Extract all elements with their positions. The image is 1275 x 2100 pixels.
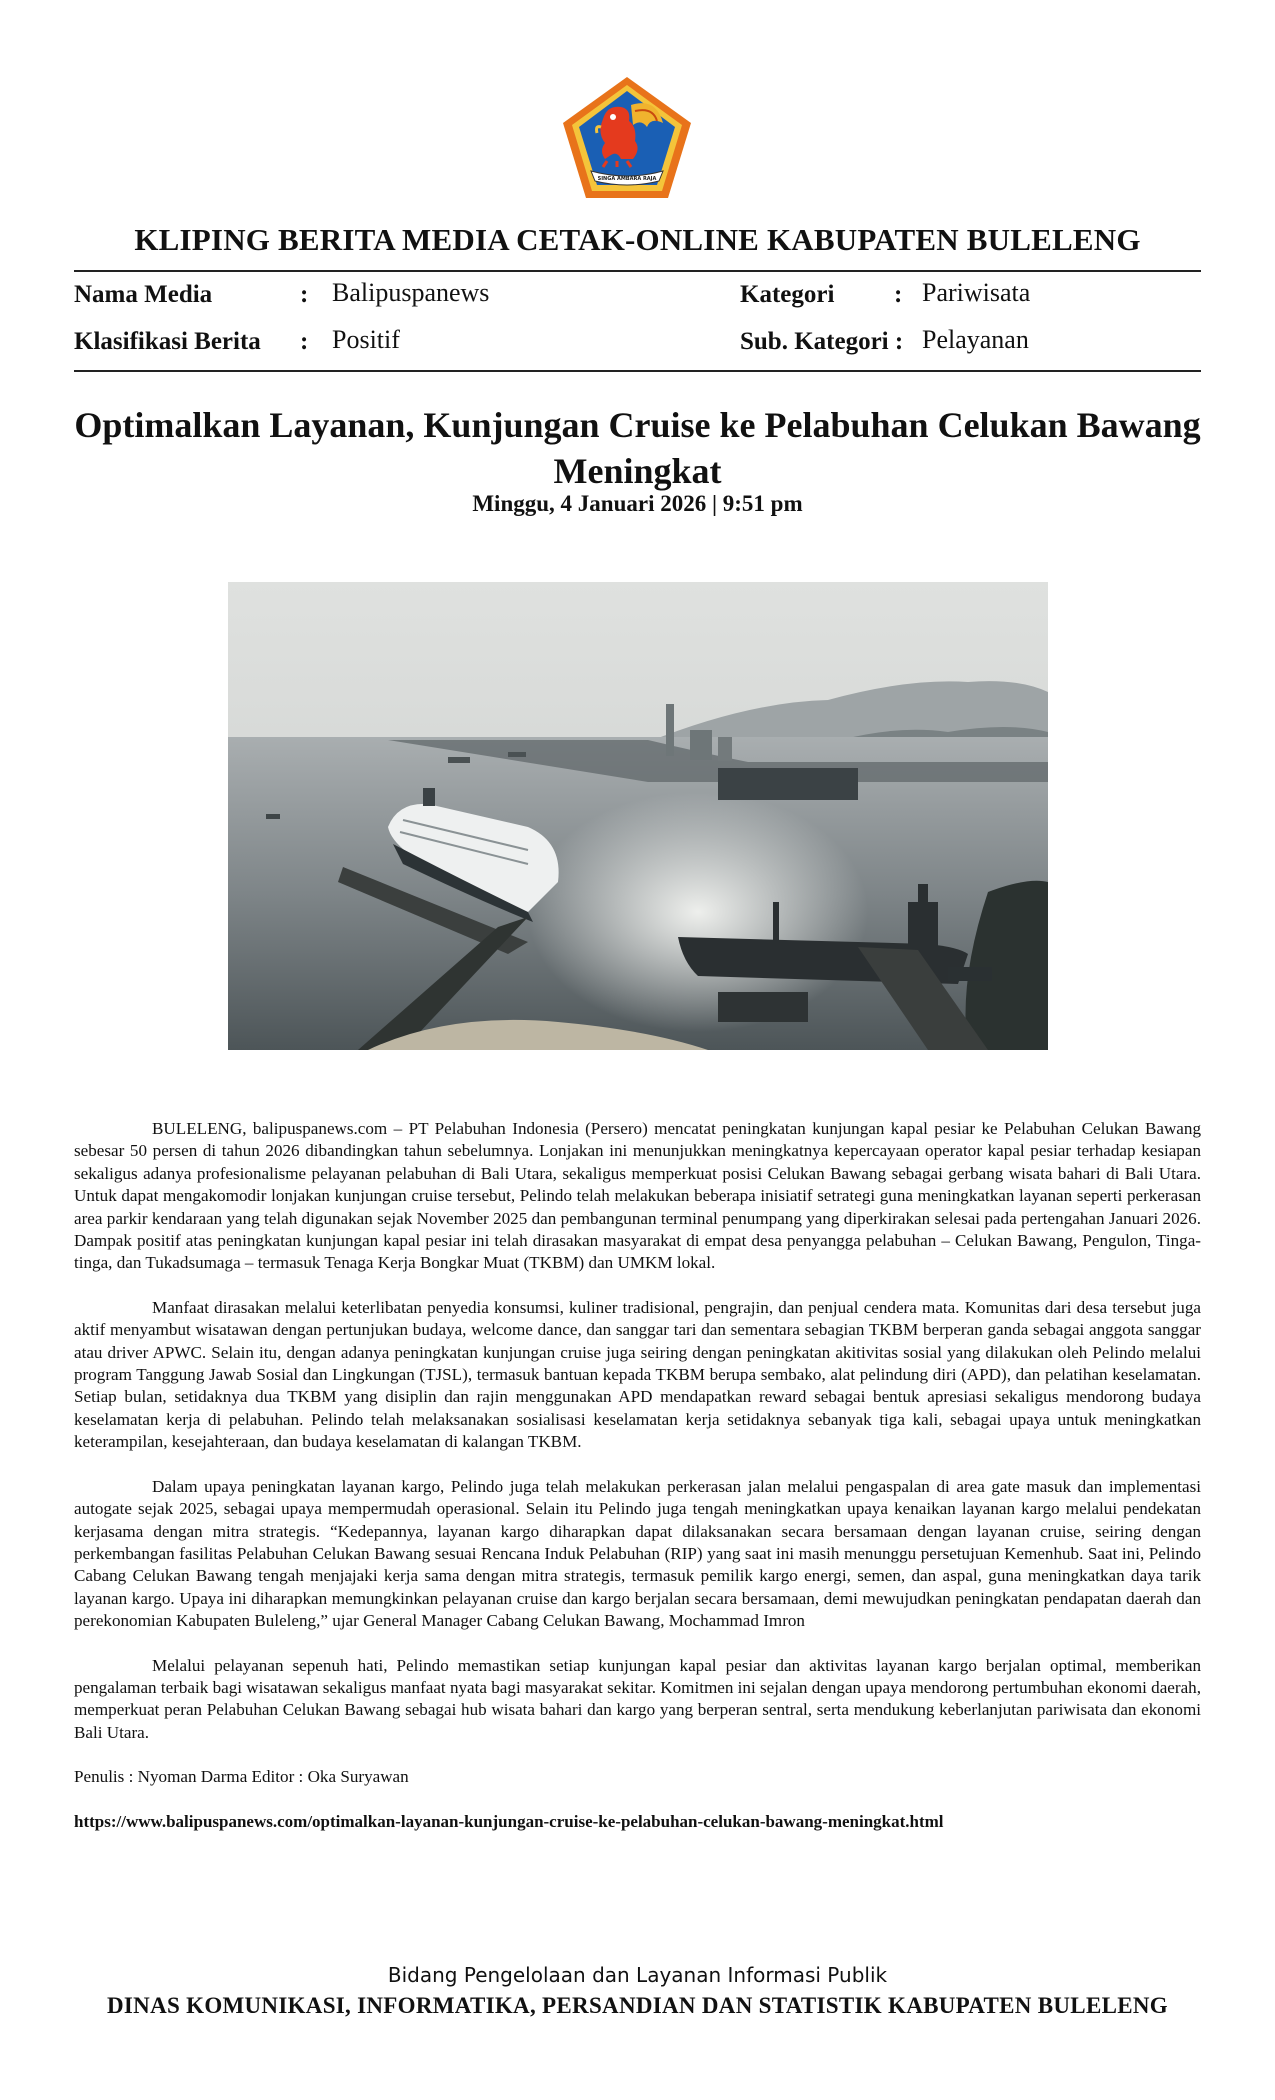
article-dateline: Minggu, 4 Januari 2026 | 9:51 pm bbox=[472, 491, 803, 516]
nama-media-label: Nama Media bbox=[74, 281, 213, 308]
meta-divider bbox=[74, 370, 1201, 372]
subkategori-value: Pelayanan bbox=[922, 325, 1029, 354]
source-url-link[interactable]: https://www.balipuspanews.com/optimalkan-layanan-kunjungan-cruise-ke-pelabuhan-celukan-bawang-meningkat.html bbox=[74, 1811, 944, 1831]
nama-media-colon: : bbox=[300, 281, 309, 308]
subkategori-label: Sub. Kategori : bbox=[740, 328, 904, 355]
klasifikasi-colon: : bbox=[300, 328, 309, 355]
footer-agency: DINAS KOMUNIKASI, INFORMATIKA, PERSANDIAN DAN STATISTIK KABUPATEN BULELENG bbox=[107, 1993, 1168, 2018]
klasifikasi-value: Positif bbox=[332, 325, 400, 354]
top-divider bbox=[74, 270, 1201, 272]
emblem-motto: SINGA AMBARA RAJA bbox=[597, 176, 657, 182]
author-editor-credit: Penulis : Nyoman Darma Editor : Oka Suryawan bbox=[74, 1767, 409, 1787]
nama-media-value: Balipuspanews bbox=[332, 278, 490, 307]
article-headline: Optimalkan Layanan, Kunjungan Cruise ke Pelabuhan Celukan Bawang Meningkat bbox=[74, 405, 1201, 491]
kategori-colon: : bbox=[894, 281, 903, 308]
article-paragraph-4: Melalui pelayanan sepenuh hati, Pelindo memastikan setiap kunjungan kapal pesiar dan aktivitas layanan kargo berjalan optimal, memberikan pengalaman terbaik bagi wisatawan sekaligus manfaat nyata bagi masyarakat sekitar. Komitmen ini sejalan dengan upaya mendorong pertumbuhan ekonomi daerah, memperkuat peran Pelabuhan Celukan Bawang sebagai hub wisata bahari dan kargo yang berperan sentral, serta mendukung keberlanjutan pariwisata dan ekonomi Bali Utara. bbox=[74, 1655, 1201, 1742]
footer-department: Bidang Pengelolaan dan Layanan Informasi Publik bbox=[387, 1963, 888, 1987]
kliping-title: KLIPING BERITA MEDIA CETAK-ONLINE KABUPATEN BULELENG bbox=[134, 222, 1141, 257]
klasifikasi-label: Klasifikasi Berita bbox=[74, 328, 261, 355]
harbor-cruise-photo bbox=[228, 582, 1048, 1050]
buleleng-emblem-logo bbox=[561, 75, 693, 200]
kategori-label: Kategori bbox=[740, 281, 835, 308]
article-paragraph-2: Manfaat dirasakan melalui keterlibatan penyedia konsumsi, kuliner tradisional, pengrajin, dan penjual cendera mata. Komunitas dari desa tersebut juga aktif menyambut wisatawan dengan pertunjukan budaya, welcome dance, dan sanggar tari dan sementara sebagian TKBM berperan ganda sebagai anggota sanggar atau driver APWC. Selain itu, dengan adanya peningkatan kunjungan cruise juga seiring dengan peningkatan akitivitas sosial yang dilakukan oleh Pelindo melalui program Tanggung Jawab Sosial dan Lingkungan (TJSL), termasuk bantuan kepada TKBM berupa sembako, alat pelindung diri (APD), dan pelatihan keselamatan. Setiap bulan, setidaknya dua TKBM yang disiplin dan rajin menggunakan APD mendapatkan reward sebagai bentuk apresiasi sekaligus mendorong budaya keselamatan kerja di pelabuhan. Pelindo telah melaksanakan sosialisasi keselamatan kerja setidaknya sebanyak tiga kali, sebagai upaya untuk meningkatkan keterampilan, kesejahteraan, dan budaya keselamatan di kalangan TKBM. bbox=[74, 1297, 1201, 1452]
kategori-value: Pariwisata bbox=[922, 278, 1031, 307]
article-body bbox=[74, 1118, 1201, 1833]
article-paragraph-3: Dalam upaya peningkatan layanan kargo, Pelindo juga telah melakukan perkerasan jalan melalui pengaspalan di area gate masuk dan implementasi autogate sejak 2025, sebagai upaya mempermudah operasional. Selain itu Pelindo juga tengah meningkatkan upaya kenaikan layanan kargo melalui pendekatan kerjasama dengan mitra strategis. “Kedepannya, layanan kargo diharapkan dapat dilaksanakan secara bersamaan dengan layanan cruise, seiring dengan perkembangan fasilitas Pelabuhan Celukan Bawang sesuai Rencana Induk Pelabuhan (RIP) yang saat ini masih menunggu persetujuan Kemenhub. Saat ini, Pelindo Cabang Celukan Bawang tengah menjajaki kerja sama dengan mitra strategis, termasuk pemilik kargo energi, semen, dan aspal, guna meningkatkan daya tarik layanan kargo. Upaya ini diharapkan memungkinkan pelayanan cruise dan kargo berjalan secara bersamaan, demi mewujudkan peningkatan pendapatan daerah dan perekonomian Kabupaten Buleleng,” ujar General Manager Cabang Celukan Bawang, Mochammad Imron bbox=[74, 1476, 1201, 1631]
article-paragraph-1: BULELENG, balipuspanews.com – PT Pelabuhan Indonesia (Persero) mencatat peningkatan kunjungan kapal pesiar ke Pelabuhan Celukan Bawang sebesar 50 persen di tahun 2026 dibandingkan tahun sebelumnya. Lonjakan ini menunjukkan meningkatnya kepercayaan operator kapal pesiar terhadap kesiapan sekaligus adanya profesionalisme pelayanan pelabuhan di Bali Utara, sekaligus memperkuat posisi Celukan Bawang sebagai gerbang wisata bahari di Bali Utara. Untuk dapat mengakomodir lonjakan kunjungan cruise tersebut, Pelindo telah melakukan beberapa inisiatif setrategi guna meningkatkan layanan seperti perkerasan area parkir kendaraan yang telah digunakan sejak November 2025 dan pembangunan terminal penumpang yang diperkirakan selesai pada pertengahan Januari 2026. Dampak positif atas peningkatan kunjungan kapal pesiar ini telah dirasakan masyarakat di empat desa penyangga pelabuhan – Celukan Bawang, Pengulon, Tinga-tinga, dan Tukadsumaga – termasuk Tenaga Kerja Bongkar Muat (TKBM) dan UMKM lokal. bbox=[74, 1119, 1201, 1273]
